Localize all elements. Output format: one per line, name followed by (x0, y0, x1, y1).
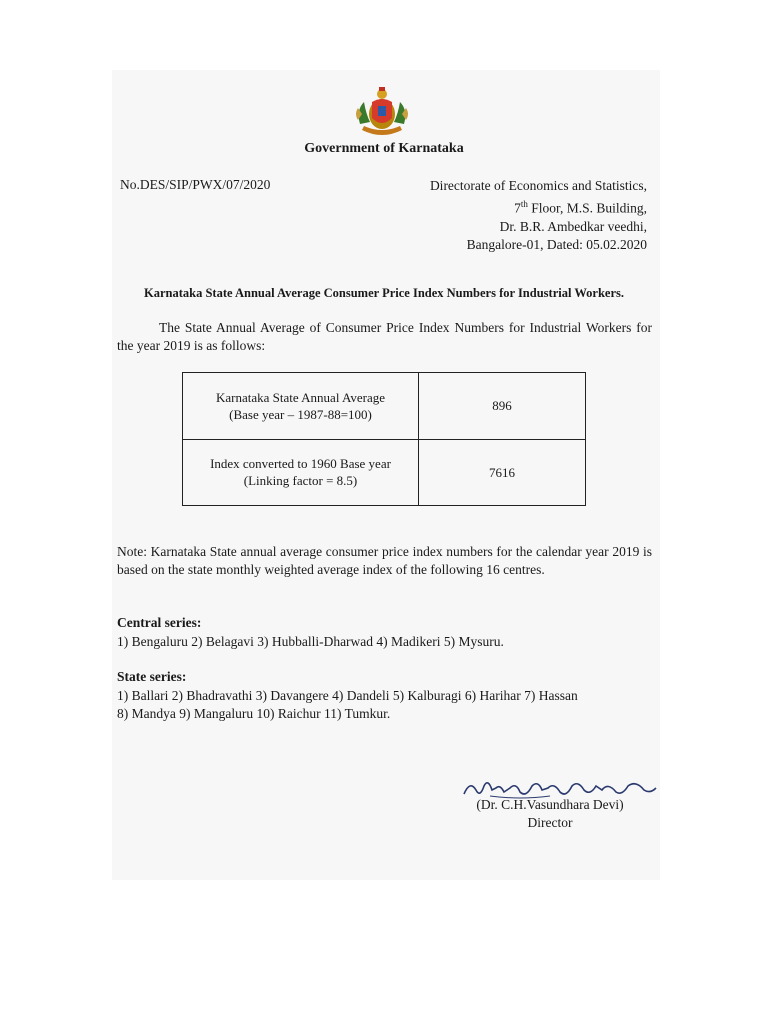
signatory-title: Director (527, 815, 573, 830)
signatory-name: (Dr. C.H.Vasundhara Devi) (476, 797, 624, 812)
table-value-cell: 7616 (419, 439, 586, 506)
table-row (183, 373, 586, 440)
address-block (380, 177, 647, 254)
label-line: (Linking factor = 8.5) (243, 473, 358, 489)
table-label-cell (183, 439, 419, 506)
central-series-list: 1) Bengaluru 2) Belagavi 3) Hubballi-Dharwad 4) Madikeri 5) Mysuru. (117, 634, 504, 649)
address-line: Dr. B.R. Ambedkar veedhi, (499, 218, 647, 234)
government-heading: Government of Karnataka (304, 141, 464, 156)
address-line: 7th Floor, M.S. Building, (514, 199, 647, 216)
state-series-line: 8) Mandya 9) Mangaluru 10) Raichur 11) Tumkur. (117, 706, 391, 721)
address-line: Directorate of Economics and Statistics, (429, 178, 647, 193)
karnataka-emblem-icon (352, 84, 412, 140)
label-line: Karnataka State Annual Average (215, 389, 386, 405)
table-row (183, 439, 586, 506)
table-label-cell (183, 373, 419, 440)
label-line: (Base year – 1987-88=100) (229, 406, 372, 422)
table-value-cell: 896 (419, 373, 586, 440)
cpi-table (182, 372, 586, 506)
address-line: Bangalore-01, Dated: 05.02.2020 (466, 236, 647, 252)
note-paragraph: Note: Karnataka State annual average consumer price index numbers for the calendar year 2019 is based on the state monthly weighted average index of the following 16 centres. (117, 544, 652, 577)
intro-paragraph: The State Annual Average of Consumer Price Index Numbers for Industrial Workers for the year 2019 is as follows: (117, 320, 652, 353)
state-series-line: 1) Ballari 2) Bhadravathi 3) Davangere 4) Dandeli 5) Kalburagi 6) Harihar 7) Hassan (117, 688, 578, 703)
subject-line: Karnataka State Annual Average Consumer Price Index Numbers for Industrial Workers. (144, 286, 624, 300)
state-series-list (117, 687, 657, 723)
signatory-block (420, 796, 680, 832)
central-series-heading: Central series: (117, 615, 202, 630)
label-line: Index converted to 1960 Base year (210, 456, 391, 472)
reference-number: No.DES/SIP/PWX/07/2020 (120, 177, 271, 192)
state-series-heading: State series: (117, 669, 187, 684)
